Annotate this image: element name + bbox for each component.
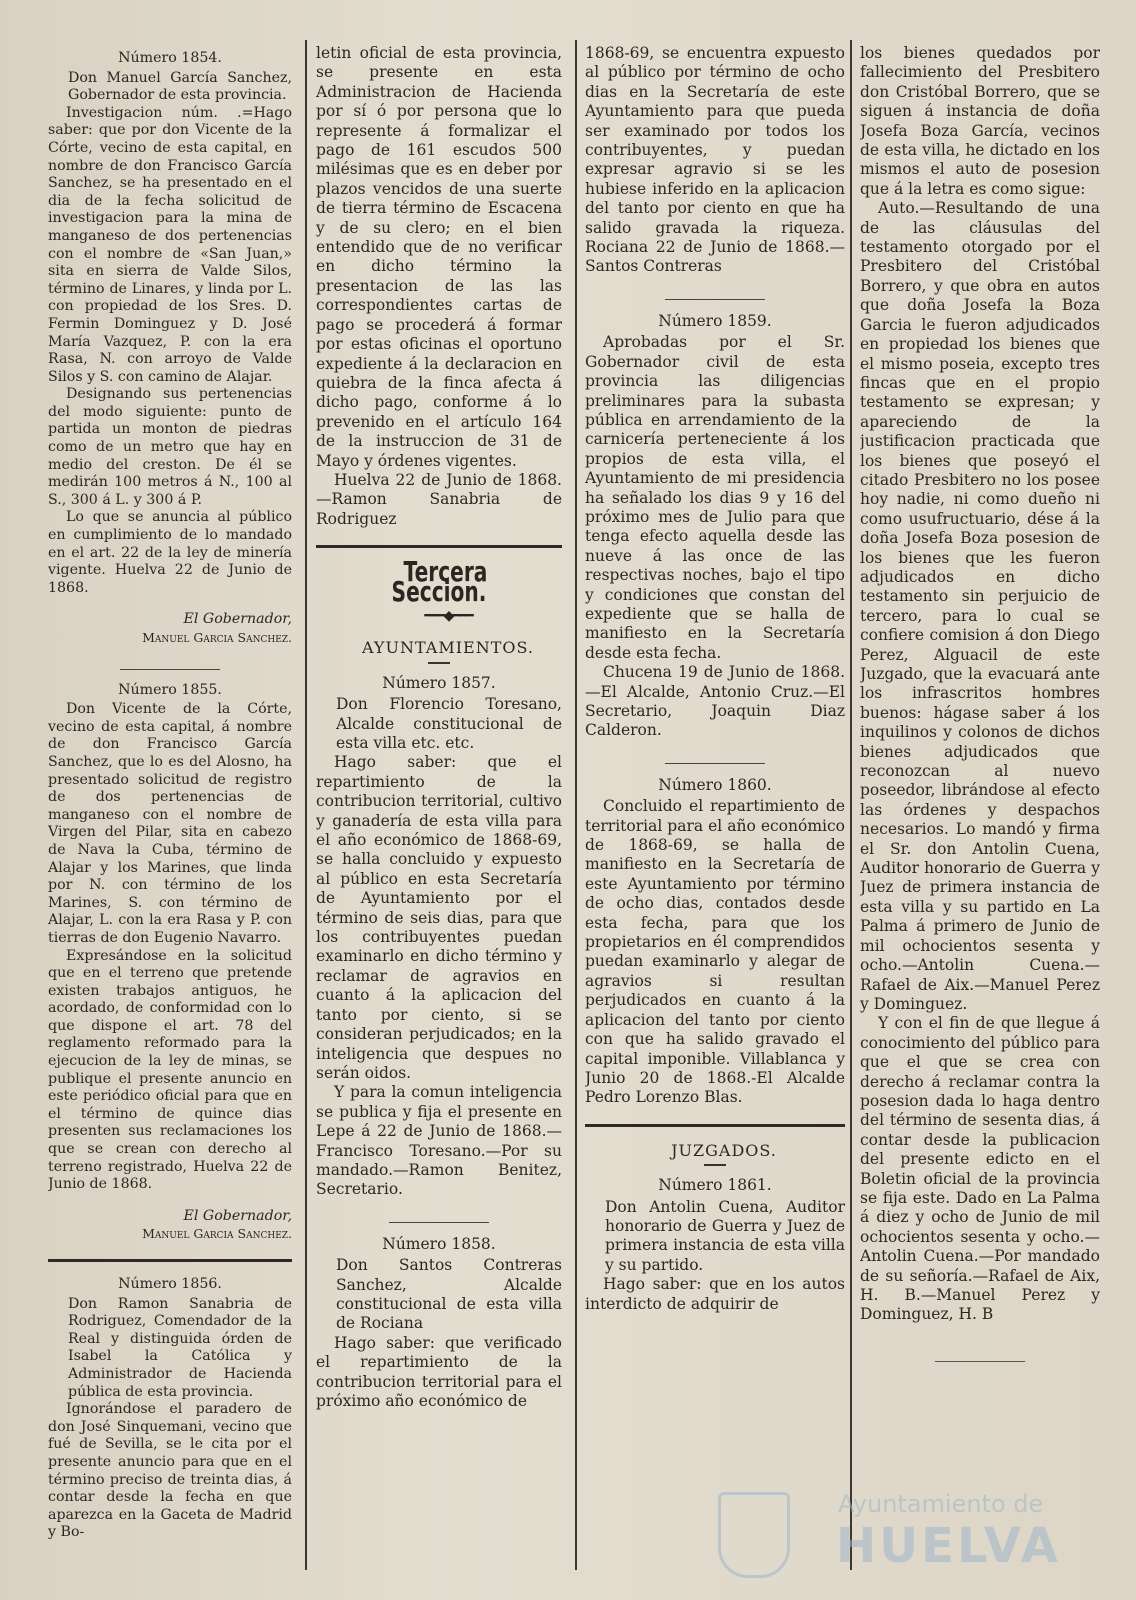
paragraph: Concluido el repartimiento de territorial para el año económico de 1868-69, se halla de manifiesto en la Secretaría de este Ayuntamiento por término de ocho dias, contados desde esta fecha, para que los propietarios en él comprendidos puedan examinarlo y alegar de agravios si resultan perjudicados en cuanto á la aplicacion del tanto por ciento con que ha salido gravado el capital imponible. Villablanca y Junio 20 de 1868.-El Alcalde Pedro Lorenzo Blas.	[585, 797, 845, 1107]
column-3	[585, 44, 845, 1580]
notice-heading: Don Santos Contreras Sanchez, Alcalde constitucional de esta villa de Rociana	[336, 1256, 562, 1333]
heading-dash	[704, 1164, 726, 1166]
column-1	[48, 44, 292, 1580]
heading-dash	[428, 662, 450, 664]
city-crest-icon	[718, 1492, 790, 1578]
subsection-title: AYUNTAMIENTOS.	[362, 638, 534, 658]
watermark	[718, 1488, 1061, 1578]
notice-number: Número 1855.	[118, 681, 222, 698]
paragraph: Aprobadas por el Sr. Gobernador civil de esta provincia las diligencias preliminares para la subasta pública en arrendamiento de la carnicería perteneciente á los propios de esta villa, el Ayuntamiento de mi presidencia ha señalado los dias 9 y 16 del próximo mes de Julio para que tenga efecto aquella desde las nueve á las once de las respectivas noches, bajo el tipo y condiciones que constan del expediente que se halla de manifiesto en la Secretaría desde esta fecha.	[585, 333, 845, 662]
column-4	[860, 44, 1100, 1580]
watermark-line2: HUELVA	[836, 1518, 1061, 1574]
paragraph: Y para la comun inteligencia se publica y fija el presente en Lepe á 22 de Junio de 1868.—Francisco Toresano.—Por su mandado.—Ramon Benitez, Secretario.	[316, 1083, 562, 1199]
section-rule	[585, 1124, 845, 1127]
subsection-title: JUZGADOS.	[671, 1140, 777, 1160]
paragraph: Ignorándose el paradero de don José Sinquemani, vecino que fué de Sevilla, se le cita por el presente anuncio para que en el término preciso de treinta dias, á contar desde la fecha en que aparezca en la Gaceta de Madrid y Bo-	[48, 1401, 292, 1541]
separator-line	[665, 299, 765, 300]
column-rule	[575, 40, 577, 1570]
paragraph: Huelva 22 de Junio de 1868.—Ramon Sanabria de Rodriguez	[316, 470, 562, 528]
paragraph: letin oficial de esta provincia, se presente en esta Administracion de Hacienda por sí ó por persona que lo represente á formalizar el pago de 161 escudos 500 milésimas que es en deber por plazos vencidos de una suerte de tierra término de Escacena y de su clero; en el bien entendido que de no verificar en dicho término la presentacion de las las correspondientes cartas de pago se procederá á formar por estas oficinas el oportuno expediente á la declaracion en quiebra de la finca afecta á dicho pago, conforme á lo prevenido en el artículo 164 de la instruccion de 31 de Mayo y órdenes vigentes.	[316, 44, 562, 470]
column-rule	[850, 40, 852, 1570]
paragraph: Auto.—Resultando de una de las cláusulas del testamento otorgado por el Presbitero del Cristóbal Borrero, y que obra en autos que doña Josefa la Boza Garcia le fueron adjudicados en propiedad los bienes que el mismo poseia, excepto tres fincas que en el propio testamento se expresan; y apareciendo de la justificacion practicada que los bienes que poseyó el citado Presbitero no los posee hoy nadie, ni como dueño ni como usufructuario, dése á la doña Josefa Boza posesion de los bienes que les fueron adjudicados en dicho testamento sin perjuicio de tercero, para lo cual se confiere comision á don Diego Perez, Alguacil de este Juzgado, que la evacuará ante los infrascritos hombres buenos: hágase saber á los inquilinos y colonos de dichos bienes adjudicados que reconozcan al nuevo poseedor, librándose al efecto las órdenes y despachos necesarios. Lo mandó y firma el Sr. don Antolin Cuena, Auditor honorario de Guerra y Juez de primera instancia de esta villa y su partido en La Palma á primero de Junio de mil ochocientos sesenta y ocho.—Antolin Cuena.—Rafael de Aix.—Manuel Perez y Dominguez.	[860, 199, 1100, 1013]
section-rule	[48, 1259, 292, 1262]
paragraph: Hago saber: que verificado el repartimiento de la contribucion territorial para el próximo año económico de	[316, 1333, 562, 1410]
end-line	[935, 1361, 1025, 1362]
ornament: ━━━◆━━━	[424, 607, 472, 624]
notice-heading: Don Antolin Cuena, Auditor honorario de Guerra y Juez de primera instancia de esta villa y su partido.	[605, 1197, 845, 1274]
signature-name: Manuel Garcia Sanchez.	[142, 1226, 292, 1242]
paragraph: Expresándose en la solicitud que en el terreno que pretende existen trabajos antiguos, he acordado, de conformidad con lo que dispone el art. 78 del reglamento reformado para la ejecucion de la ley de minas, se publique el presente anuncio en este periódico oficial para que en el término de quince dias presenten sus reclamaciones los que se crean con derecho al terreno registrado, Huelva 22 de Junio de 1868.	[48, 947, 292, 1193]
paragraph: Lo que se anuncia al público en cumplimiento de lo mandado en el art. 22 de la ley de minería vigente. Huelva 22 de Junio de 1868.	[48, 509, 292, 596]
paragraph: los bienes quedados por fallecimiento del Presbitero don Cristóbal Borrero, que se siguen á instancia de doña Josefa Boza García, vecinos de esta villa, he dictado en los mismos el auto de posesion que á la letra es como sigue:	[860, 44, 1100, 198]
notice-heading: Don Manuel García Sanchez, Gobernador de esta provincia.	[68, 69, 292, 104]
notice-heading: Don Ramon Sanabria de Rodriguez, Comendador de la Real y distinguida órden de Isabel la Católica y Administrador de Hacienda pública de esta provincia.	[68, 1295, 292, 1400]
signature-title: El Gobernador,	[183, 1207, 292, 1224]
notice-number: Número 1859.	[658, 311, 772, 330]
paragraph: Chucena 19 de Junio de 1868.—El Alcalde, Antonio Cruz.—El Secretario, Joaquin Diaz Calderon.	[585, 663, 845, 740]
paragraph: Hago saber: que en los autos interdicto de adquirir de	[585, 1275, 845, 1313]
section-rule	[316, 545, 562, 548]
notice-number: Número 1860.	[658, 775, 772, 794]
paragraph: 1868-69, se encuentra expuesto al público por término de ocho dias en la Secretaría de este Ayuntamiento para que pueda ser examinado por todos los contribuyentes, y puedan expresar agravio si se les hubiese inferido en la aplicacion del tanto por ciento en que ha salido gravada la riqueza. Rociana 22 de Junio de 1868.—Santos Contreras	[585, 44, 845, 276]
paragraph: Y con el fin de que llegue á conocimiento del público para que el que se crea con derecho á reclamar contra la posesion dada lo haga dentro del término de sesenta dias, á contar desde la publicacion del presente edicto en el Boletin oficial de la provincia se fija este. Dado en La Palma á diez y ocho de Junio de mil ochocientos sesenta y ocho.—Antolin Cuena.—Por mandado de su señoría.—Rafael de Aix, H. B.—Manuel Perez y Dominguez, H. B	[860, 1014, 1100, 1324]
watermark-line1: Ayuntamiento de	[838, 1490, 1044, 1518]
notice-number: Número 1858.	[382, 1234, 496, 1253]
notice-number: Número 1861.	[658, 1176, 772, 1195]
paragraph: Don Vicente de la Córte, vecino de esta capital, á nombre de don Francisco García Sanchez, que lo es del Alosno, ha presentado solicitud de registro de dos pertenencias de manganeso con el nombre de Virgen del Pilar, sita en cabezo de Nava la Cuba, término de Alajar y los Marines, que linda por N. con término de los Marines, S. con término de Alajar, L. con la era Rasa y P. con tierras de don Eugenio Navarro.	[48, 701, 292, 946]
column-2	[316, 44, 562, 1580]
signature-name: Manuel Garcia Sanchez.	[142, 630, 292, 645]
notice-heading: Don Florencio Toresano, Alcalde constitucional de esta villa etc. etc.	[336, 695, 562, 752]
separator-line	[389, 1222, 489, 1223]
column-rule	[305, 40, 307, 1570]
section-title: Tercera Seccion.	[391, 555, 488, 608]
paragraph: Designando sus pertenencias del modo siguiente: punto de partida un monton de piedras como de un metro que hay en medio del creston. De él se medirán 100 metros á N., 100 al S., 300 á L. y 300 á P.	[48, 386, 292, 508]
signature-title: El Gobernador,	[183, 611, 292, 628]
separator-line	[665, 763, 765, 764]
notice-number: Número 1856.	[118, 1276, 222, 1292]
paragraph: Hago saber: que el repartimiento de la contribucion territorial, cultivo y ganadería de esta villa para el año económico de 1868-69, se halla concluido y expuesto al público en esta Secretaría de Ayuntamiento por el término de seis dias, para que los contribuyentes puedan examinarlo en dicho término y reclamar de agravios en cuanto á la aplicacion del tanto por ciento, si se consideran perjudicados; en la inteligencia que despues no serán oidos.	[316, 753, 562, 1082]
notice-number: Número 1854.	[118, 50, 222, 66]
paragraph: Investigacion núm. .=Hago saber: que por don Vicente de la Córte, vecino de esta capital, en nombre de don Francisco García Sanchez, se ha presentado en el dia de la fecha solicitud de investigacion para la mina de manganeso de dos pertenencias con el nombre de «San Juan,» sita en sierra de Valde Silos, término de Linares, y linda por L. con propiedad de los Sres. D. Fermin Dominguez y D. José María Vazquez, P. con la era Rasa, N. con arroyo de Valde Silos y S. con camino de Alajar.	[48, 104, 292, 385]
separator-line	[120, 669, 220, 670]
notice-number: Número 1857.	[382, 673, 496, 692]
